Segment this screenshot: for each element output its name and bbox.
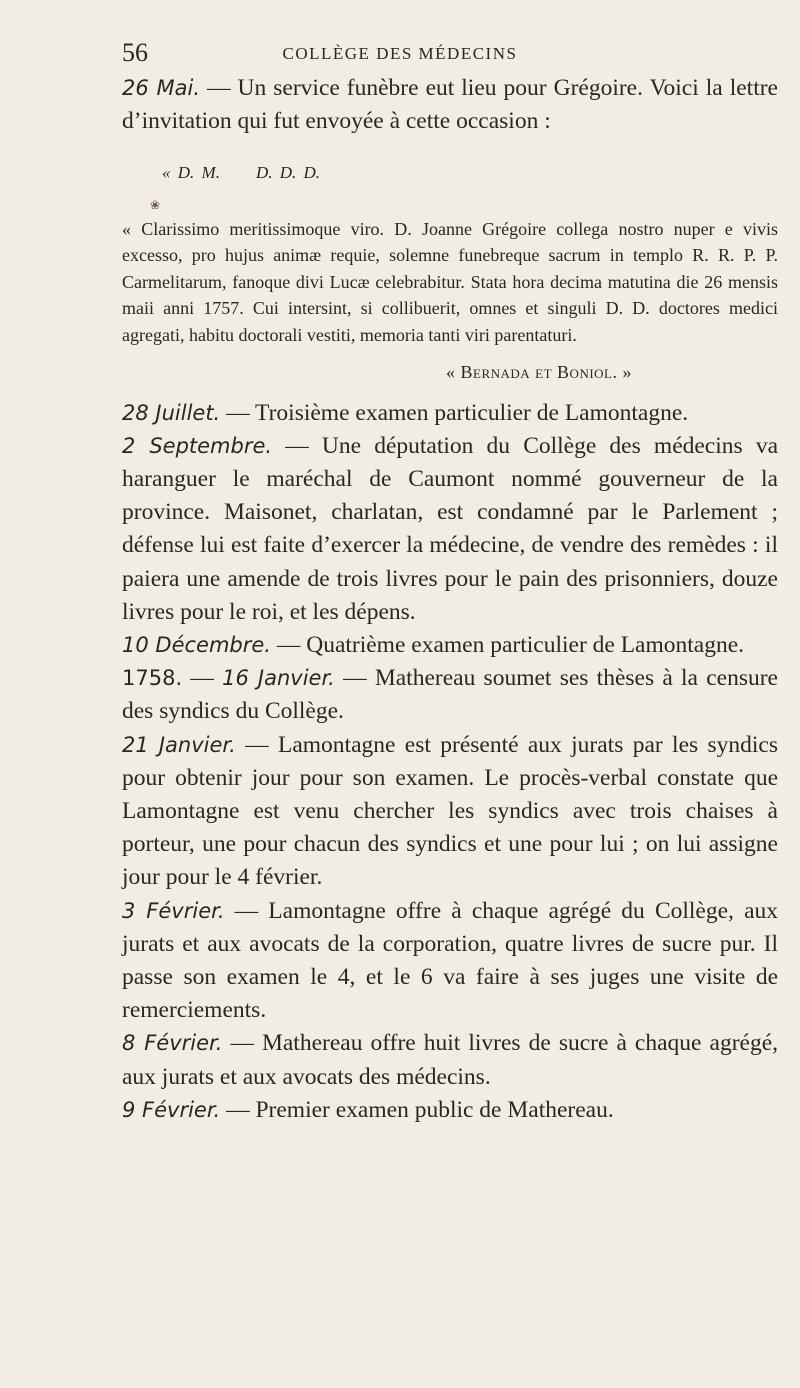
heading-right: D. D. D. bbox=[255, 163, 321, 183]
entry-paragraph bbox=[122, 1027, 778, 1093]
entry-date: 21 Janvier. bbox=[122, 732, 236, 757]
entry-text: — Troisième examen particulier de Lamontagne. bbox=[220, 399, 689, 426]
entry-text: — Lamontagne est présenté aux jurats par les syndics pour obtenir jour pour son examen. Le procès-verbal constate que Lamontagne est venu chercher les syndics avec trois chaises à porteur, une pour chacun des syndics et une pour lui ; on lui assigne jour pour le 4 février. bbox=[122, 731, 778, 891]
entry-date: 3 Février. bbox=[122, 898, 225, 923]
entry-year: 1758. bbox=[122, 666, 183, 691]
entry-dash: — bbox=[182, 665, 223, 692]
heading-left: D. M. bbox=[177, 163, 220, 183]
entry-date: 10 Décembre. bbox=[122, 633, 271, 657]
letter-signature: « Bernada et Boniol. » bbox=[446, 361, 632, 382]
entry-date: 28 Juillet. bbox=[122, 400, 221, 425]
entry-paragraph bbox=[122, 662, 778, 728]
running-title: COLLÈGE DES MÉDECINS bbox=[282, 44, 518, 63]
entry-date: 8 Février. bbox=[122, 1031, 223, 1056]
entries-list bbox=[122, 397, 778, 1127]
entry-text: — Mathereau offre huit livres de sucre à chaque agrégé, aux jurats et aux avocats des médecins. bbox=[122, 1030, 779, 1090]
entry-text: — Un service funèbre eut lieu pour Grégoire. Voici la lettre d’invitation qui fut envoyée à cette occasion : bbox=[122, 75, 778, 135]
entry-date: 26 Mai. bbox=[122, 76, 201, 100]
entry-paragraph bbox=[122, 72, 778, 138]
entry-date: 9 Février. bbox=[122, 1097, 221, 1122]
invitation-letter bbox=[122, 156, 778, 384]
ornament-mark: ❀ bbox=[150, 197, 161, 212]
entry-paragraph bbox=[122, 629, 778, 662]
entry-paragraph bbox=[122, 895, 778, 1028]
page-number: 56 bbox=[122, 38, 148, 67]
page-body bbox=[122, 72, 778, 1127]
entry-paragraph bbox=[122, 1094, 778, 1127]
heading-open-quote: « bbox=[162, 163, 171, 183]
entry-paragraph bbox=[122, 430, 778, 629]
running-head bbox=[0, 38, 800, 68]
entry-date: 16 Janvier. bbox=[222, 666, 335, 691]
entry-text: — Premier examen public de Mathereau. bbox=[220, 1096, 614, 1123]
entry-text: — Quatrième examen particulier de Lamontagne. bbox=[270, 632, 745, 658]
letter-body: « Clarissimo meritissimoque viro. D. Joanne Grégoire collega nostro nuper e vivis excesso, pro hujus animæ requie, solemne funebreque sacrum in templo R. R. P. P. Carmelitarum, fanoque divi Lucæ celebrabitur. Stata hora decima matutina die 26 mensis maii anni 1757. Cui intersint, si collibuerit, omnes et singuli D. D. doctores medici agregati, habitu doctorali vestiti, memoria tanti viri parentaturi. bbox=[122, 218, 778, 345]
entry-date: 2 Septembre. bbox=[122, 433, 273, 458]
letter-heading bbox=[162, 156, 778, 189]
entry-paragraph bbox=[122, 397, 778, 430]
entry-text: — Mathereau soumet ses thèses à la censure des syndics du Collège. bbox=[122, 665, 778, 725]
entry-paragraph bbox=[122, 729, 778, 895]
entry-text: — Lamontagne offre à chaque agrégé du Collège, aux jurats et aux avocats de la corporation, quatre livres de sucre pur. Il passe son examen le 4, et le 6 va faire à ses juges une visite de remerciements. bbox=[122, 897, 778, 1024]
entry-text: — Une députation du Collège des médecins va haranguer le maréchal de Caumont nommé gouverneur de la province. Maisonet, charlatan, est condamné par le Parlement ; défense lui est faite d’exercer la médecine, de vendre des remèdes : il paiera une amende de trois livres pour le pain des prisonniers, douze livres pour le roi, et les dépens. bbox=[122, 432, 778, 625]
